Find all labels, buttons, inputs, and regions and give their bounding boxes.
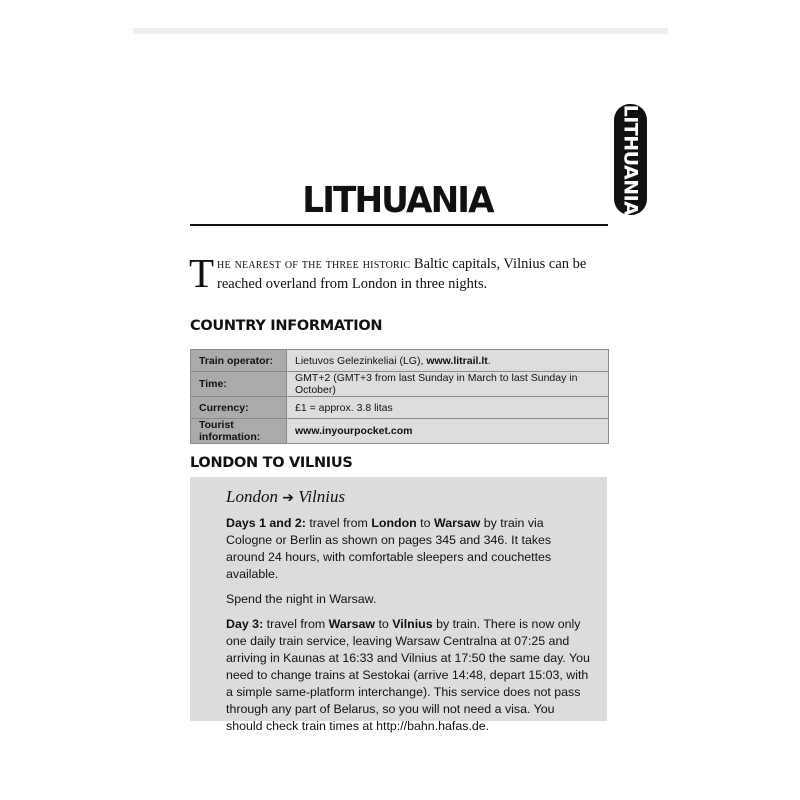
row-value: £1 = approx. 3.8 litas: [287, 397, 609, 419]
table-row: [191, 372, 609, 397]
side-tab-label: LITHUANIA: [619, 104, 642, 215]
row-value: Lietuvos Gelezinkeliai (LG), www.litrail.lt.: [287, 350, 609, 372]
table-row: [191, 397, 609, 419]
route-title: London ➔ Vilnius: [226, 487, 346, 506]
row-label: Train operator:: [191, 350, 287, 372]
tourist-info-link: www.inyourpocket.com: [295, 425, 413, 437]
chapter-side-tab: [614, 104, 647, 215]
intro-paragraph: [189, 250, 608, 296]
top-divider: [133, 28, 668, 34]
london-to-vilnius-heading: LONDON TO VILNIUS: [190, 455, 353, 471]
row-label: Tourist information:: [191, 419, 287, 444]
page-title: LITHUANIA: [302, 180, 493, 221]
drop-cap: T: [189, 250, 215, 296]
intro-line1-rest: Baltic capitals, Vilnius can be: [410, 256, 587, 272]
country-info-table: [190, 349, 609, 444]
table-row: [191, 350, 609, 372]
row-label: Time:: [191, 372, 287, 397]
route-paragraph-day-3: Day 3: travel from Warsaw to Vilnius by train. There is now only one daily train service, leaving Warsaw Centralna at 07:25 and arriving in Kaunas at 16:33 and Vilnius at 17:50 the same day. You need to change trains at Sestokai (arrive 14:48, depart 15:03, with a simple same-platform interchange). This service does not pass through any part of Belarus, so you will not need a visa. You should check train times at http://bahn.hafas.de.: [226, 617, 590, 733]
train-operator-link: www.litrail.lt: [426, 354, 488, 367]
country-information-heading: COUNTRY INFORMATION: [190, 318, 383, 334]
route-body: [226, 515, 591, 743]
row-label: Currency:: [191, 397, 287, 419]
route-box: [190, 477, 607, 733]
title-underline: [190, 224, 608, 226]
route-paragraph-days-1-2: Days 1 and 2: travel from London to Warsaw by train via Cologne or Berlin as shown on pages 345 and 346. It takes around 24 hours, with comfortable sleepers and couchettes available.: [226, 516, 552, 581]
table-row: [191, 419, 609, 444]
row-value: GMT+2 (GMT+3 from last Sunday in March to last Sunday in October): [287, 372, 609, 397]
route-paragraph-night: Spend the night in Warsaw.: [226, 592, 377, 606]
intro-line2: reached overland from London in three nights.: [217, 276, 488, 292]
arrow-icon: ➔: [282, 490, 294, 506]
row-value: [287, 419, 609, 444]
intro-smallcaps: he nearest of the three historic: [217, 256, 411, 272]
